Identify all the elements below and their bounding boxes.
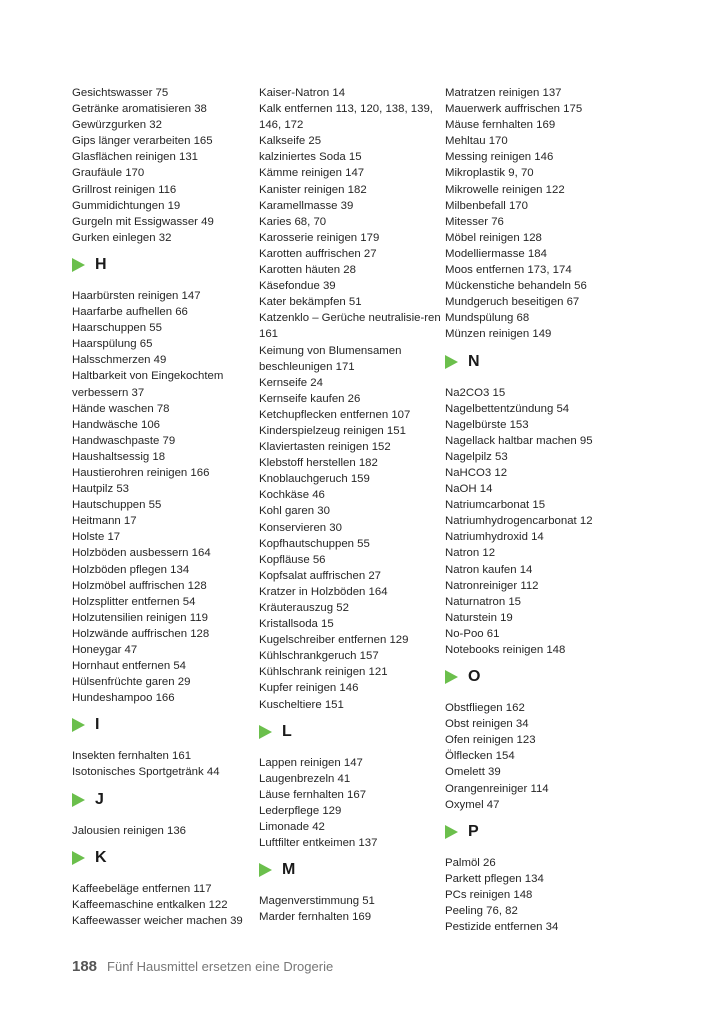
triangle-bullet-icon: [445, 825, 458, 839]
section-header-m: [259, 859, 441, 881]
index-entry: Ketchupflecken entfernen 107: [259, 408, 411, 421]
index-entry: Pestizide entfernen 34: [445, 921, 559, 934]
index-entry: Haarbürsten reinigen 147: [72, 289, 201, 302]
index-entry: Kugelschreiber entfernen 129: [259, 634, 409, 647]
triangle-bullet-icon: [72, 793, 85, 807]
index-entry: Hülsenfrüchte garen 29: [72, 676, 191, 689]
index-entry: Natriumhydroxid 14: [445, 531, 544, 544]
entries-j: [72, 823, 254, 839]
index-entry: Holzböden ausbessern 164: [72, 547, 211, 560]
section-letter: M: [282, 861, 296, 879]
index-entry: Keimung von Blumensamen beschleunigen 171: [259, 344, 402, 373]
index-entry: Holzutensilien reinigen 119: [72, 611, 208, 624]
index-entry: Getränke aromatisieren 38: [72, 103, 207, 116]
index-entry: Haarfarbe aufhellen 66: [72, 306, 188, 319]
triangle-bullet-icon: [259, 863, 272, 877]
index-entry: Marder fernhalten 169: [259, 911, 372, 924]
index-entry: Handwäsche 106: [72, 418, 161, 431]
index-entry: Kopfsalat auffrischen 27: [259, 569, 382, 582]
index-entry: Lederpflege 129: [259, 804, 342, 817]
section-letter: I: [95, 716, 100, 734]
index-entry: Kupfer reinigen 146: [259, 682, 359, 695]
index-entry: Jalousien reinigen 136: [72, 824, 186, 837]
index-entry: Karotten auffrischen 27: [259, 247, 377, 260]
section-letter: L: [282, 722, 292, 740]
index-entry: Karosserie reinigen 179: [259, 231, 380, 244]
index-entry: Ofen reinigen 123: [445, 734, 536, 747]
section-header-i: [72, 714, 254, 736]
index-entry: Hände waschen 78: [72, 402, 170, 415]
index-entry: Natriumhydrogencarbonat 12: [445, 515, 593, 528]
index-entry: Lappen reinigen 147: [259, 756, 363, 769]
index-entry: Natron 12: [445, 547, 496, 560]
entries-i: [72, 748, 254, 780]
index-entry: Holzsplitter entfernen 54: [72, 595, 196, 608]
index-entry: Knoblauchgeruch 159: [259, 473, 370, 486]
index-entry: Kopfhautschuppen 55: [259, 537, 370, 550]
index-entry: Mehltau 170: [445, 135, 508, 148]
index-entry: Klebstoff herstellen 182: [259, 457, 378, 470]
index-entry: Notebooks reinigen 148: [445, 644, 566, 656]
triangle-bullet-icon: [445, 670, 458, 684]
index-entry: Gewürzgurken 32: [72, 119, 162, 132]
section-header-h: [72, 254, 254, 276]
section-header-j: [72, 789, 254, 811]
index-entry: Kuscheltiere 151: [259, 698, 344, 711]
triangle-bullet-icon: [72, 851, 85, 865]
index-entry: Nagelbürste 153: [445, 418, 529, 431]
entries-g: [72, 85, 254, 246]
index-entry: Heitmann 17: [72, 515, 137, 528]
index-entry: Nagellack haltbar machen 95: [445, 434, 593, 447]
index-entry: Kristallsoda 15: [259, 618, 334, 631]
section-letter: K: [95, 848, 107, 866]
index-entry: Holzböden pflegen 134: [72, 563, 190, 576]
index-entry: Kaffeemaschine entkalken 122: [72, 898, 228, 911]
index-entry: Kalkseife 25: [259, 135, 322, 148]
index-entry: Moos entfernen 173, 174: [445, 264, 572, 277]
index-entry: Kämme reinigen 147: [259, 167, 365, 180]
index-entry: Glasflächen reinigen 131: [72, 151, 199, 164]
index-entry: Kalk entfernen 113, 120, 138, 139, 146, 172: [259, 103, 433, 132]
entries-m: [259, 893, 441, 925]
index-entry: Mikrowelle reinigen 122: [445, 183, 565, 196]
index-entry: Natronreiniger 112: [445, 579, 539, 592]
index-entry: Milbenbefall 170: [445, 199, 528, 212]
section-letter: H: [95, 255, 107, 273]
index-entry: Möbel reinigen 128: [445, 231, 542, 244]
index-entry: Mäuse fernhalten 169: [445, 119, 556, 132]
page-footer: [72, 958, 333, 975]
index-entry: Mundspülung 68: [445, 312, 530, 325]
index-entry: NaHCO3 12: [445, 466, 508, 479]
index-entry: Kohl garen 30: [259, 505, 330, 518]
index-entry: Katzenklo – Gerüche neutralisie-ren 161: [259, 312, 441, 341]
index-entry: Magenverstimmung 51: [259, 895, 375, 908]
index-entry: Gurken einlegen 32: [72, 231, 172, 244]
index-entry: NaOH 14: [445, 483, 493, 496]
index-entry: Kopfläuse 56: [259, 553, 326, 566]
index-entry: Hundeshampoo 166: [72, 692, 175, 705]
triangle-bullet-icon: [72, 718, 85, 732]
index-entry: Handwaschpaste 79: [72, 434, 176, 447]
index-entry: Limonade 42: [259, 821, 325, 834]
index-entry: Kernseife 24: [259, 376, 323, 389]
index-entry: Na2CO3 15: [445, 386, 506, 399]
section-header-p: [445, 821, 627, 843]
index-entry: Kühlschrank reinigen 121: [259, 666, 388, 679]
index-entry: Kaffeebeläge entfernen 117: [72, 882, 212, 895]
index-entry: Ölflecken 154: [445, 750, 515, 763]
section-header-k: [72, 847, 254, 869]
index-entry: Hornhaut entfernen 54: [72, 660, 186, 673]
index-entry: Laugenbrezeln 41: [259, 772, 351, 785]
entries-p: [445, 855, 627, 935]
index-entry: Mundgeruch beseitigen 67: [445, 296, 580, 309]
index-entry: Karies 68, 70: [259, 215, 327, 228]
index-entry: Klaviertasten reinigen 152: [259, 441, 391, 454]
index-entry: Messing reinigen 146: [445, 151, 554, 164]
entries-l: [259, 755, 441, 852]
index-column-1: [72, 85, 254, 929]
index-entry: Grillrost reinigen 116: [72, 183, 177, 196]
entries-n: [445, 385, 627, 659]
index-entry: Holste 17: [72, 531, 121, 544]
section-header-n: [445, 351, 627, 373]
index-entry: Mitesser 76: [445, 215, 504, 228]
index-entry: Holzwände auffrischen 128: [72, 627, 210, 640]
index-entry: Nagelpilz 53: [445, 450, 508, 463]
index-entry: Kaffeewasser weicher machen 39: [72, 914, 243, 927]
section-letter: P: [468, 822, 479, 840]
index-entry: Hautpilz 53: [72, 483, 129, 496]
index-entry: Insekten fernhalten 161: [72, 750, 192, 763]
index-entry: Gips länger verarbeiten 165: [72, 135, 213, 148]
book-title: Fünf Hausmittel ersetzen eine Drogerie: [107, 959, 334, 974]
index-entry: Gummidichtungen 19: [72, 199, 181, 212]
index-entry: Omelett 39: [445, 766, 501, 779]
index-entry: Obstfliegen 162: [445, 702, 525, 715]
index-entry: Kernseife kaufen 26: [259, 392, 361, 405]
section-letter: N: [468, 352, 480, 370]
section-letter: O: [468, 668, 481, 686]
index-entry: Graufäule 170: [72, 167, 145, 180]
page-number: 188: [72, 958, 98, 975]
index-entry: Hautschuppen 55: [72, 499, 162, 512]
index-entry: Münzen reinigen 149: [445, 328, 552, 341]
index-entry: Haarspülung 65: [72, 338, 153, 351]
index-entry: Kochkäse 46: [259, 489, 325, 502]
index-entry: PCs reinigen 148: [445, 888, 533, 901]
entries-k-cont: [259, 85, 441, 713]
entries-m-cont: [445, 85, 627, 343]
entries-o: [445, 700, 627, 813]
index-entry: Haushaltsessig 18: [72, 450, 166, 463]
triangle-bullet-icon: [72, 258, 85, 272]
section-header-l: [259, 721, 441, 743]
triangle-bullet-icon: [259, 725, 272, 739]
index-entry: Honeygar 47: [72, 644, 138, 656]
index-entry: Kaiser-Natron 14: [259, 87, 346, 99]
index-entry: Haarschuppen 55: [72, 322, 162, 335]
index-entry: No-Poo 61: [445, 627, 500, 640]
index-column-2: [259, 85, 441, 925]
index-entry: Gurgeln mit Essigwasser 49: [72, 215, 214, 228]
index-entry: Kinderspielzeug reinigen 151: [259, 424, 406, 437]
index-entry: Kühlschrankgeruch 157: [259, 650, 379, 663]
entries-h: [72, 288, 254, 706]
index-entry: Mückenstiche behandeln 56: [445, 280, 587, 293]
index-entry: Orangenreiniger 114: [445, 782, 549, 795]
index-entry: Luftfilter entkeimen 137: [259, 837, 378, 850]
index-entry: Nagelbettentzündung 54: [445, 402, 570, 415]
index-entry: Kratzer in Holzböden 164: [259, 585, 388, 598]
section-header-o: [445, 666, 627, 688]
index-entry: Obst reinigen 34: [445, 718, 529, 731]
index-entry: Haustierohren reinigen 166: [72, 466, 210, 479]
index-entry: Natron kaufen 14: [445, 563, 533, 576]
index-entry: Natriumcarbonat 15: [445, 499, 546, 512]
index-entry: Naturnatron 15: [445, 595, 521, 608]
index-entry: Matratzen reinigen 137: [445, 87, 562, 99]
index-entry: Kräuterauszug 52: [259, 602, 349, 614]
index-entry: Kanister reinigen 182: [259, 183, 367, 196]
index-entry: Konservieren 30: [259, 521, 342, 534]
index-entry: Läuse fernhalten 167: [259, 788, 367, 801]
index-entry: Peeling 76, 82: [445, 905, 518, 918]
index-entry: Parkett pflegen 134: [445, 872, 544, 885]
index-entry: Halsschmerzen 49: [72, 354, 167, 367]
index-entry: Naturstein 19: [445, 611, 513, 624]
section-letter: J: [95, 790, 104, 808]
index-entry: Modelliermasse 184: [445, 247, 547, 260]
index-entry: Palmöl 26: [445, 856, 496, 869]
index-entry: Haltbarkeit von Eingekochtem verbessern 37: [72, 370, 224, 399]
index-entry: kalziniertes Soda 15: [259, 151, 362, 164]
index-entry: Mikroplastik 9, 70: [445, 167, 534, 180]
index-entry: Karamellmasse 39: [259, 199, 354, 212]
index-entry: Kater bekämpfen 51: [259, 296, 362, 309]
index-column-3: [445, 85, 627, 935]
triangle-bullet-icon: [445, 355, 458, 369]
entries-k: [72, 881, 254, 929]
index-entry: Gesichtswasser 75: [72, 87, 169, 99]
index-entry: Holzmöbel auffrischen 128: [72, 579, 207, 592]
index-entry: Käsefondue 39: [259, 280, 336, 293]
index-entry: Karotten häuten 28: [259, 264, 356, 277]
index-entry: Mauerwerk auffrischen 175: [445, 103, 583, 116]
index-entry: Isotonisches Sportgetränk 44: [72, 766, 220, 779]
index-entry: Oxymel 47: [445, 798, 500, 811]
